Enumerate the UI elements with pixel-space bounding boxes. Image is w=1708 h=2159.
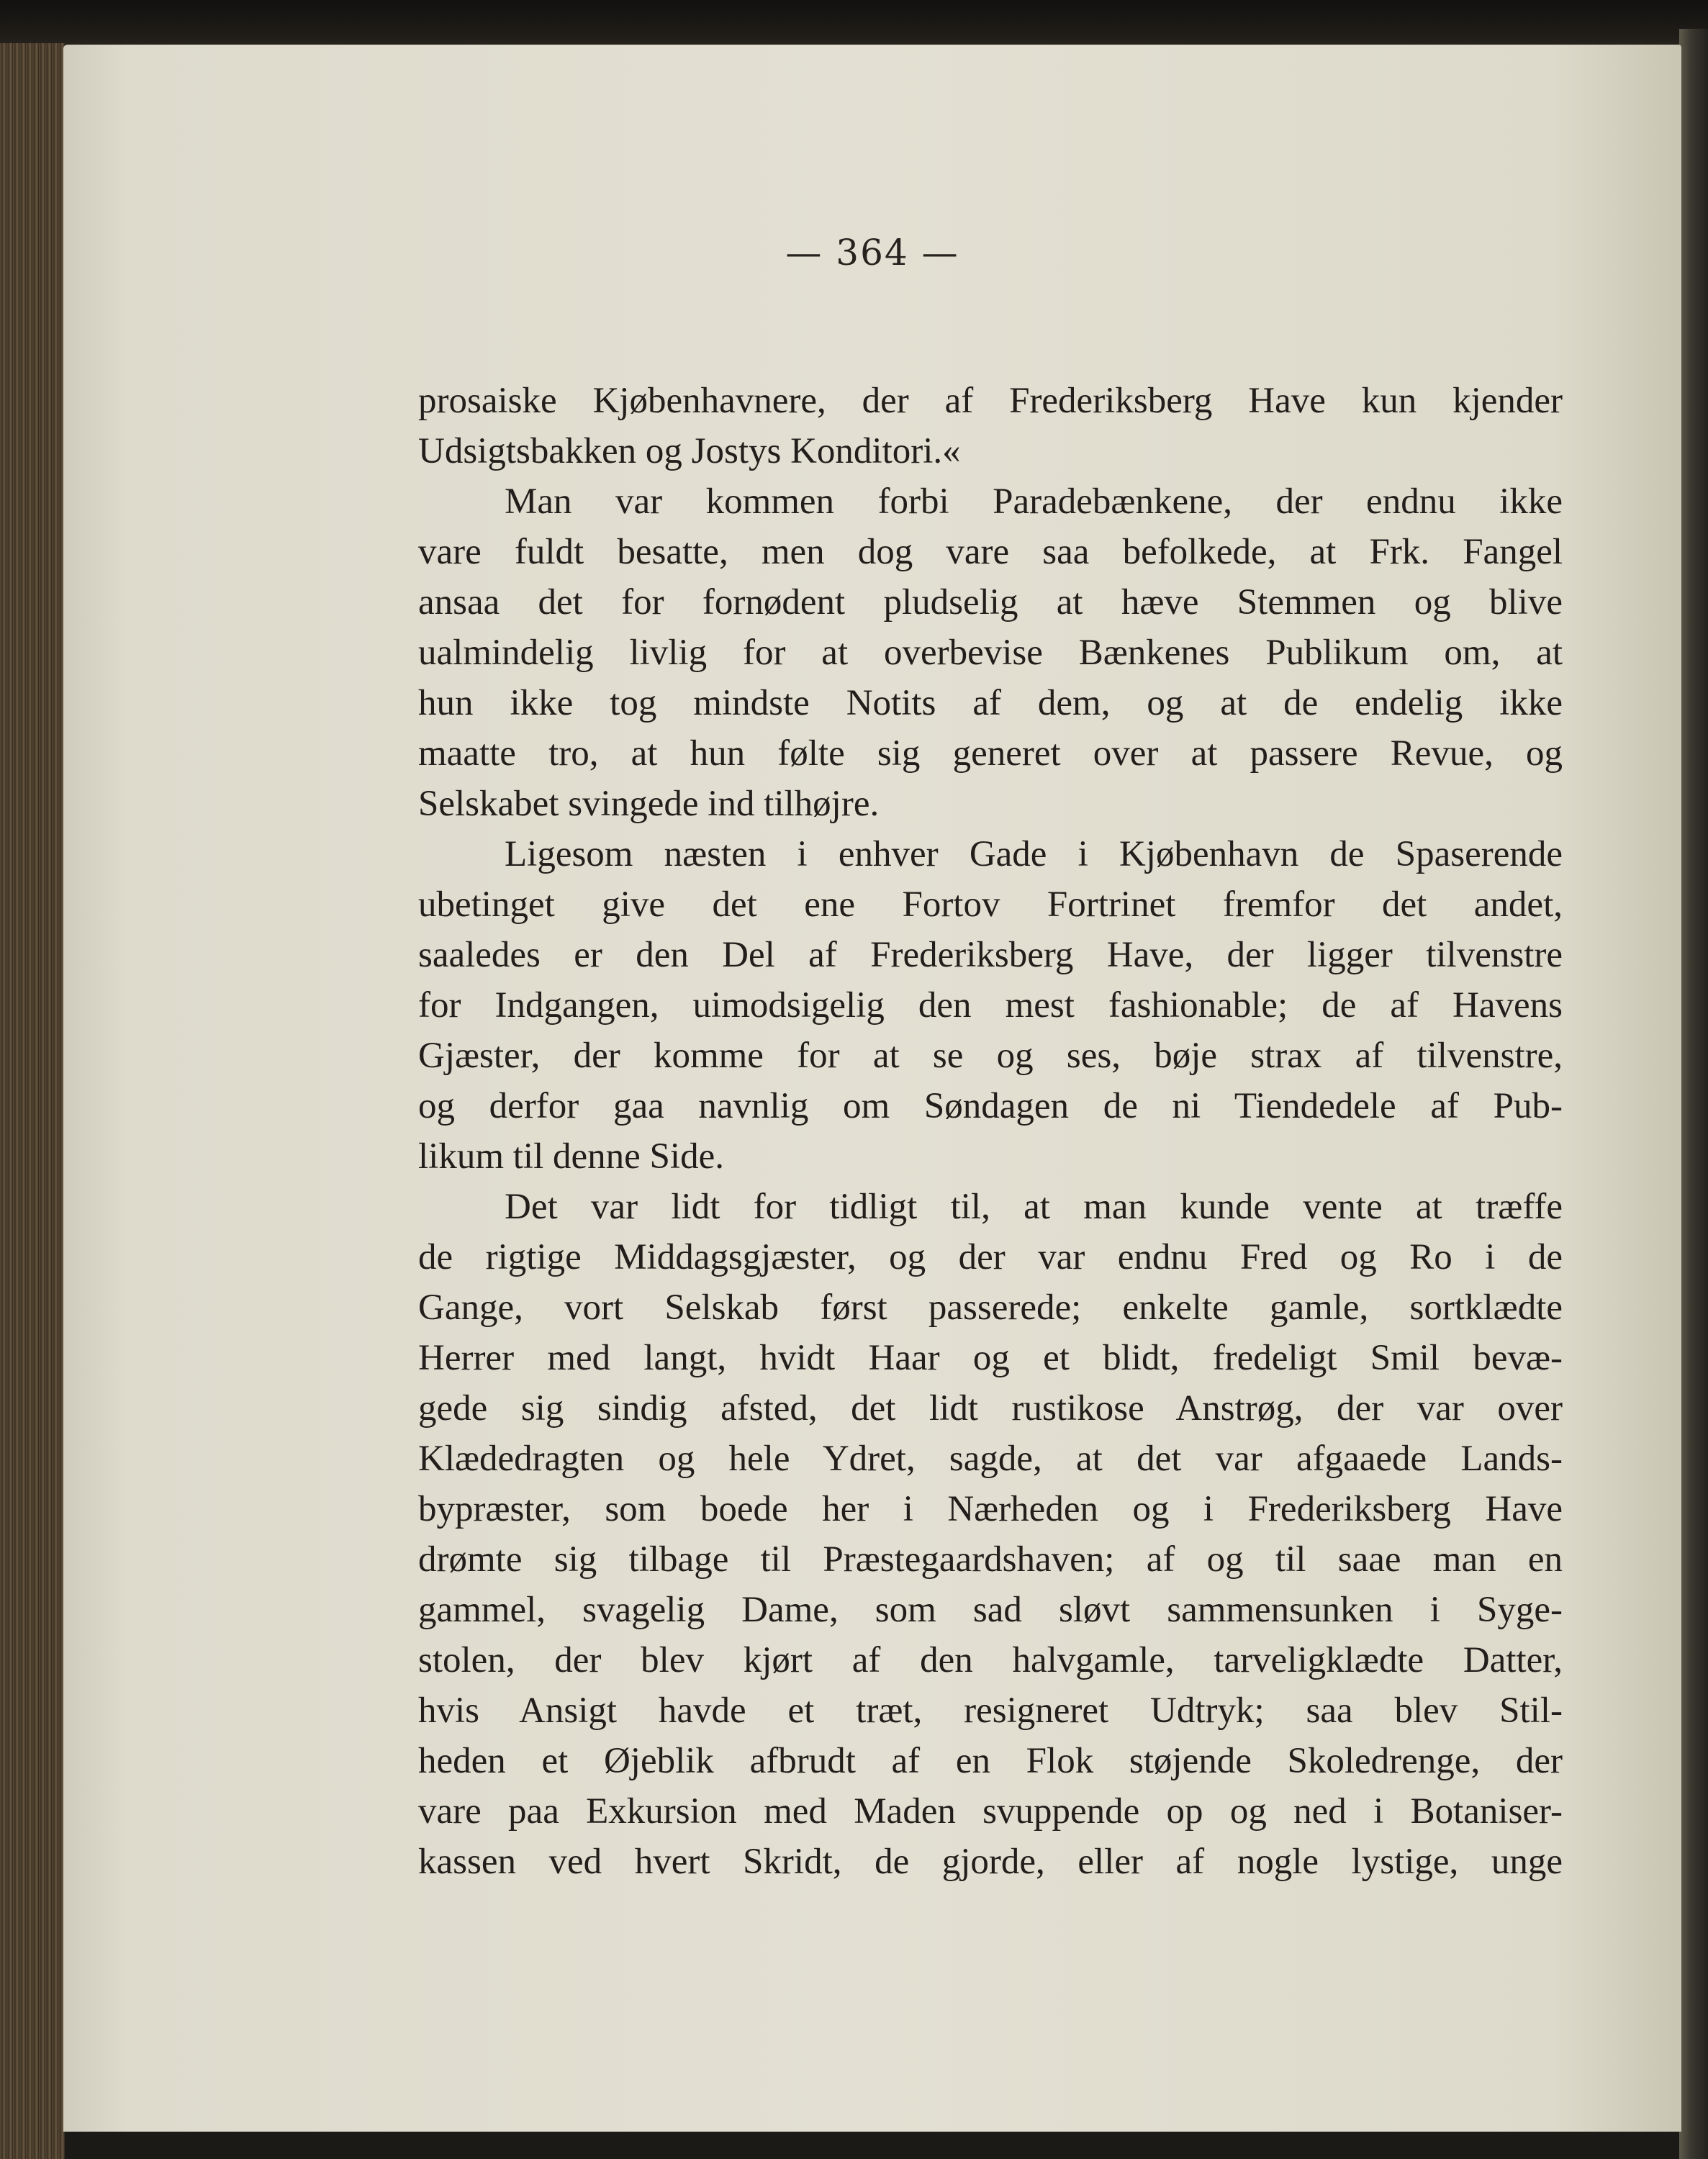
page [63,45,1681,2132]
text-line: ansaa det for fornødent pludselig at hæve Stemmen og blive [418,582,1563,623]
text-line: Gjæster, der komme for at se og ses, bøje strax af tilvenstre, [418,1036,1563,1076]
text-line: kassen ved hvert Skridt, de gjorde, eller af nogle lystige, unge [418,1842,1563,1882]
book-top-edge [0,0,1708,50]
text-line: og derfor gaa navnlig om Søndagen de ni Tiendedele af Pub- [418,1086,1563,1126]
text-line: Klædedragten og hele Ydret, sagde, at det var afgaaede Lands- [418,1439,1563,1479]
text-line: ualmindelig livlig for at overbevise Bænkenes Publikum om, at [418,633,1563,673]
text-line: hun ikke tog mindste Notits af dem, og at de endelig ikke [418,683,1563,723]
text-line: bypræster, som boede her i Nærheden og i Frederiksberg Have [418,1489,1563,1529]
text-line: ubetinget give det ene Fortov Fortrinet fremfor det andet, [418,884,1563,925]
text-line: Gange, vort Selskab først passerede; enkelte gamle, sortklædte [418,1287,1563,1328]
text-line: gede sig sindig afsted, det lidt rustikose Anstrøg, der var over [418,1388,1563,1429]
text-line: Man var kommen forbi Paradebænkene, der endnu ikke [505,481,1563,522]
text-line: heden et Øjeblik afbrudt af en Flok støjende Skoledrenge, der [418,1741,1563,1781]
book-fore-edge [1679,29,1708,2159]
text-line: Ligesom næsten i enhver Gade i Kjøbenhavn de Spaserende [505,834,1563,874]
book-spine-edge [0,43,65,2159]
text-line: gammel, svagelig Dame, som sad sløvt sammensunken i Syge- [418,1590,1563,1630]
text-line: maatte tro, at hun følte sig generet over at passere Revue, og [418,733,1563,774]
text-line: de rigtige Middagsgjæster, og der var endnu Fred og Ro i de [418,1237,1563,1277]
text-line: saaledes er den Del af Frederiksberg Have, der ligger tilvenstre [418,935,1563,975]
text-line: vare fuldt besatte, men dog vare saa befolkede, at Frk. Fangel [418,532,1563,572]
page-number: — 364 — [785,232,959,273]
body-text [418,376,1563,1887]
text-line: vare paa Exkursion med Maden svuppende op og ned i Botaniser- [418,1791,1563,1832]
text-line: Udsigtsbakken og Jostys Konditori.« [418,431,961,471]
text-line: stolen, der blev kjørt af den halvgamle, tarveligklædte Datter, [418,1640,1563,1680]
text-line: hvis Ansigt havde et træt, resigneret Udtryk; saa blev Stil- [418,1690,1563,1731]
text-line: Herrer med langt, hvidt Haar og et blidt, fredeligt Smil bevæ- [418,1338,1563,1378]
text-line: Det var lidt for tidligt til, at man kunde vente at træffe [505,1187,1563,1227]
text-line: for Indgangen, uimodsigelig den mest fashionable; de af Havens [418,985,1563,1026]
text-line: likum til denne Side. [418,1136,724,1177]
text-line: prosaiske Kjøbenhavnere, der af Frederiksberg Have kun kjender [418,381,1563,421]
text-line: Selskabet svingede ind tilhøjre. [418,784,880,824]
text-line: drømte sig tilbage til Præstegaardshaven; af og til saae man en [418,1539,1563,1580]
